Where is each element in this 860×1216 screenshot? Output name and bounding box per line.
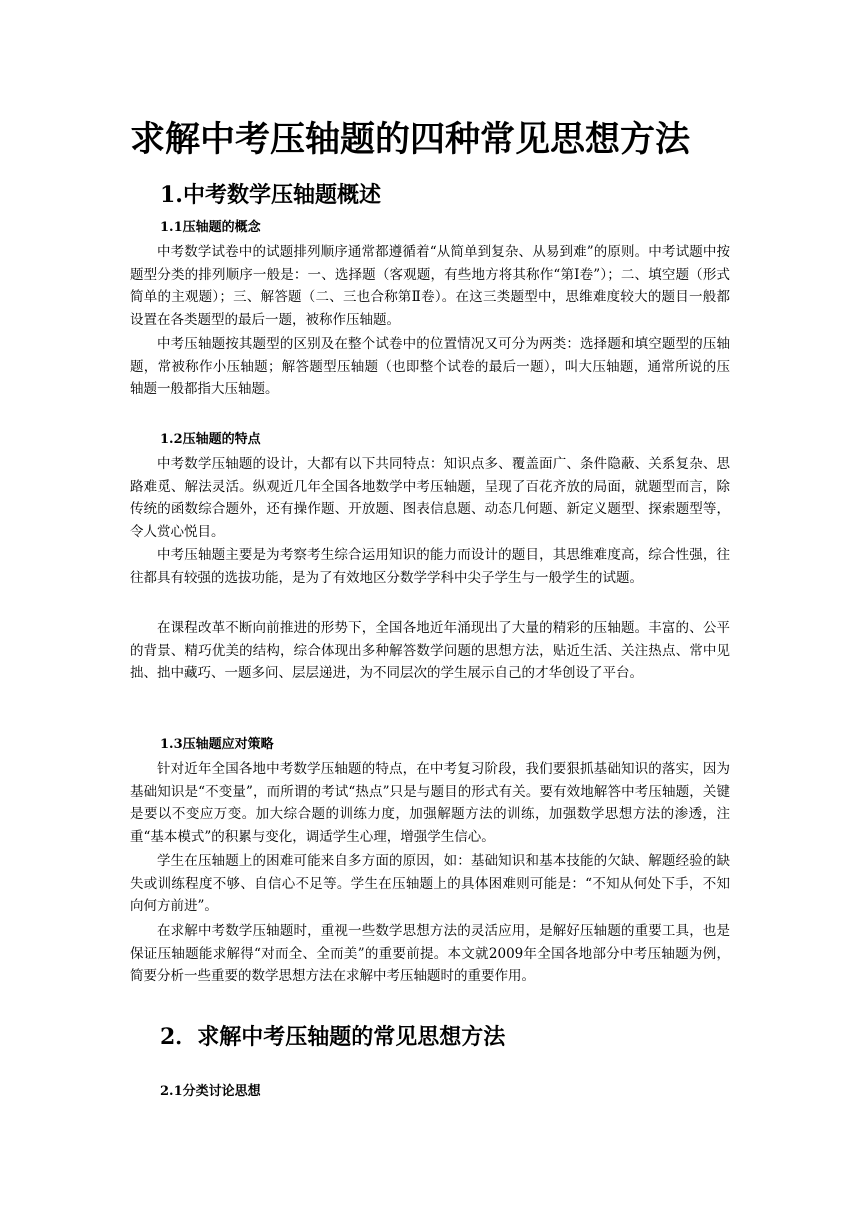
paragraph: 中考数学压轴题的设计，大都有以下共同特点：知识点多、覆盖面广、条件隐蔽、关系复杂、思路难觅、解法灵活。纵观近几年全国各地数学中考压轴题，呈现了百花齐放的局面，就题型而言，除传统的函数综合题外，还有操作题、开放题、图表信息题、动态几何题、新定义题型、探索题型等，令人赏心悦目。 <box>130 456 730 540</box>
paragraph: 中考压轴题按其题型的区别及在整个试卷中的位置情况又可分为两类：选择题和填空题型的压轴题，常被称作小压轴题；解答题型压轴题（也即整个试卷的最后一题），叫大压轴题，通常所说的压轴题一般都指大压轴题。 <box>130 336 730 398</box>
section-2-1-heading: 2.1分类讨论思想 <box>160 1084 261 1099</box>
section-2-heading: 2．求解中考压轴题的常见思想方法 <box>160 1024 506 1050</box>
section-1-3-heading: 1.3压轴题应对策略 <box>160 737 274 752</box>
document-title: 求解中考压轴题的四种常见思想方法 <box>130 120 691 160</box>
paragraph: 中考数学试卷中的试题排列顺序通常都遵循着“从简单到复杂、从易到难”的原则。中考试题中按题型分类的排列顺序一般是：一、选择题（客观题，有些地方将其称作“第Ⅰ卷”）；二、填空题（形式简单的主观题）；三、解答题（二、三也合称第Ⅱ卷）。在这三类题型中，思维难度较大的题目一般都设置在各类题型的最后一题，被称作压轴题。 <box>130 244 730 328</box>
paragraph: 在求解中考数学压轴题时，重视一些数学思想方法的灵活应用，是解好压轴题的重要工具，也是保证压轴题能求解得“对而全、全而美”的重要前提。本文就2009年全国各地部分中考压轴题为例，简要分析一些重要的数学思想方法在求解中考压轴题时的重要作用。 <box>130 923 730 985</box>
paragraph: 中考压轴题主要是为考察考生综合运用知识的能力而设计的题目，其思维难度高，综合性强，往往都具有较强的选拔功能，是为了有效地区分数学学科中尖子学生与一般学生的试题。 <box>130 547 730 586</box>
paragraph: 针对近年全国各地中考数学压轴题的特点，在中考复习阶段，我们要狠抓基础知识的落实，因为基础知识是“不变量”，而所谓的考试“热点”只是与题目的形式有关。要有效地解答中考压轴题，关键是要以不变应万变。加大综合题的训练力度，加强解题方法的训练，加强数学思想方法的渗透，注重“基本模式”的积累与变化，调适学生心理，增强学生信心。 <box>130 761 730 845</box>
section-1-2-heading: 1.2压轴题的特点 <box>160 432 261 447</box>
section-1-heading: 1.中考数学压轴题概述 <box>160 182 381 208</box>
paragraph: 学生在压轴题上的困难可能来自多方面的原因，如：基础知识和基本技能的欠缺、解题经验的缺失或训练程度不够、自信心不足等。学生在压轴题上的具体困难则可能是：“不知从何处下手，不知向何方前进”。 <box>130 853 730 915</box>
paragraph: 在课程改革不断向前推进的形势下，全国各地近年涌现出了大量的精彩的压轴题。丰富的、公平的背景、精巧优美的结构，综合体现出多种解答数学问题的思想方法，贴近生活、关注热点、常中见拙、拙中藏巧、一题多问、层层递进，为不同层次的学生展示自己的才华创设了平台。 <box>130 620 730 682</box>
section-1-1-heading: 1.1压轴题的概念 <box>160 220 261 235</box>
